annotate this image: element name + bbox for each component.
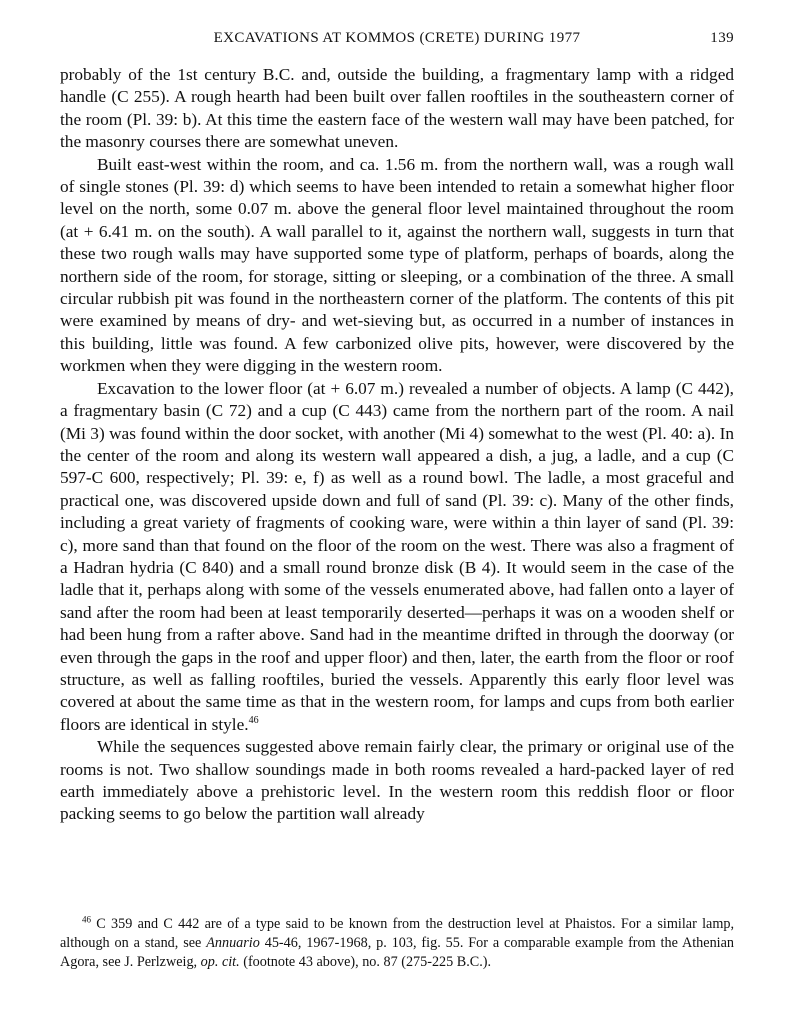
page-number: 139 <box>710 30 734 46</box>
footnote-text-3: (footnote 43 above), no. 87 (275-225 B.C.). <box>239 954 492 970</box>
body-text <box>60 64 734 826</box>
paragraph-2 <box>60 154 734 378</box>
paragraph-3-text: Excavation to the lower floor (at + 6.07 m.) revealed a number of objects. A lamp (C 442), a fragmentary basin (C 72) and a cup (C 443) came from the northern part of the room. A nail (Mi 3) was found within the door socket, with another (Mi 4) somewhat to the west (Pl. 40: a). In the center of the room and along its western wall appeared a dish, a jug, a ladle, and a cup (C 597-C 600, respectively; Pl. 39: e, f) as well as a round bowl. The ladle, a most graceful and practical one, was discovered upside down and full of sand (Pl. 39: c). Many of the other finds, including a great variety of fragments of cooking ware, were within a thin layer of sand (Pl. 39: c), more sand than that found on the floor of the room on the west. There was also a fragment of a Hadran hydria (C 840) and a small round bronze disk (B 4). It would seem in the case of the ladle that it, perhaps along with some of the vessels enumerated above, had fallen onto a layer of sand after the room had been at least temporarily deserted—perhaps it was on a wooden shelf or had been hung from a rafter above. Sand had in the meantime drifted in through the doorway (or even through the gaps in the roof and upper floor) and then, later, the earth from the floor or roof structure, as well as falling rooftiles, buried the vessels. Apparently this early floor level was covered at about the same time as that in the western room, for lamps and cups from both earlier floors are identical in style. <box>60 378 734 734</box>
footnote-text-1: C 359 and C 442 are of a type said to be known from the destruction level at Phaistos. For a similar lamp, although on a stand, see <box>60 916 735 951</box>
footnote-op-cit: op. cit. <box>200 954 240 970</box>
paragraph-4 <box>60 736 734 826</box>
paragraph-1 <box>60 64 734 154</box>
footnote <box>60 915 734 972</box>
footnote-text-2: 45-46, 1967-1968, p. 103, fig. 55. For a comparable example from the Athenian Agora, see J. Perlzweig, <box>60 935 734 970</box>
footnote-reference[interactable]: 46 <box>248 715 259 727</box>
paragraph-4-text: While the sequences suggested above remain fairly clear, the primary or original use of the rooms is not. Two shallow soundings made in both rooms revealed a hard-packed layer of red earth immediately above a prehistoric level. In the western room this reddish floor or floor packing seems to go below the partition wall already <box>60 737 734 824</box>
footnote-number: 46 <box>82 914 91 925</box>
paragraph-3 <box>60 378 734 737</box>
footnote-journal-title: Annuario <box>206 935 260 951</box>
paragraph-2-text: Built east-west within the room, and ca. 1.56 m. from the northern wall, was a rough wall of single stones (Pl. 39: d) which seems to have been intended to retain a somewhat higher floor level on the north, some 0.07 m. above the general floor level maintained throughout the room (at + 6.41 m. on the south). A wall parallel to it, against the northern wall, suggests in turn that these two rough walls may have supported some type of platform, perhaps of boards, along the northern side of the room, for storage, sitting or sleeping, or a combination of the three. A small circular rubbish pit was found in the northeastern corner of the platform. The contents of this pit were examined by means of dry- and wet-sieving but, as occurred in a number of instances in this building, little was found. A few carbonized olive pits, however, were discovered by the workmen when they were digging in the western room. <box>60 154 734 376</box>
paragraph-1-text: probably of the 1st century B.C. and, outside the building, a fragmentary lamp with a ridged handle (C 255). A rough hearth had been built over fallen rooftiles in the southeastern corner of the room (Pl. 39: b). At this time the eastern face of the western wall may have been patched, for the masonry courses there are somewhat uneven. <box>60 65 734 152</box>
running-title: EXCAVATIONS AT KOMMOS (CRETE) DURING 1977 <box>213 30 581 46</box>
running-header <box>60 30 734 54</box>
